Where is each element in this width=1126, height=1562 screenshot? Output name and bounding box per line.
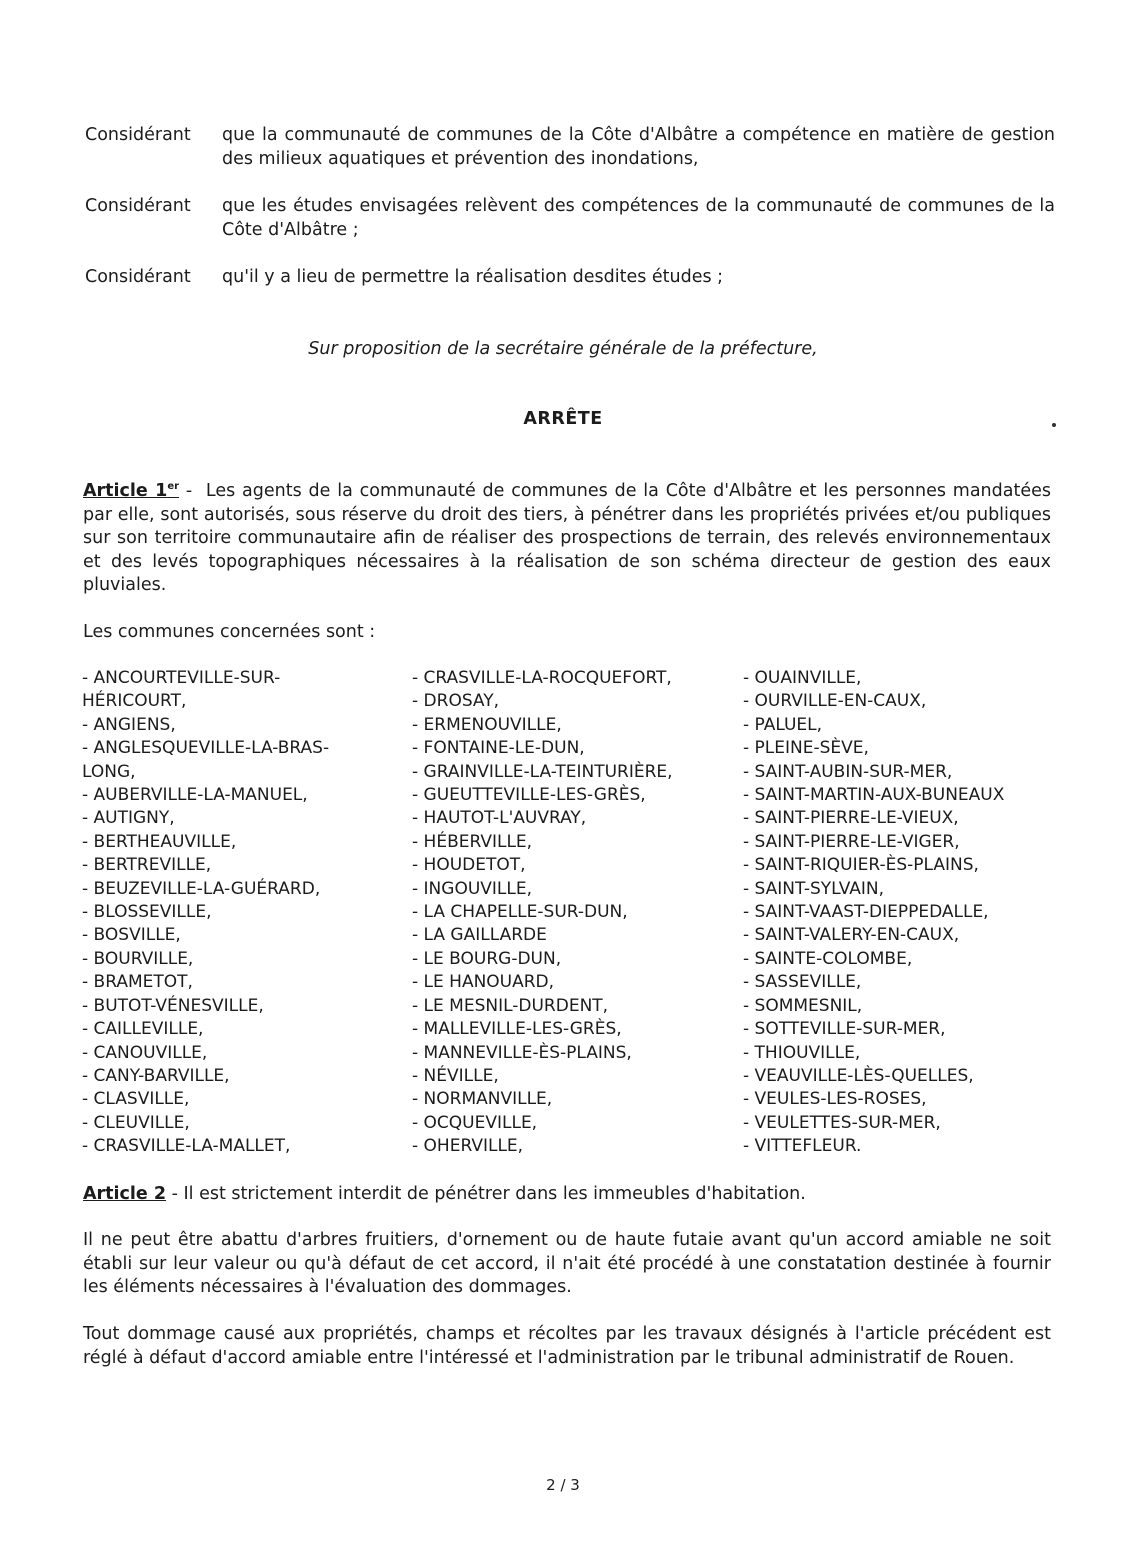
- commune-item: - BLOSSEVILLE,: [82, 902, 212, 923]
- commune-item: - LA CHAPELLE-SUR-DUN,: [412, 902, 628, 923]
- commune-item: - SOMMESNIL,: [743, 995, 863, 1016]
- considerant-lead: Considérant: [85, 196, 191, 216]
- considerant-lead: Considérant: [85, 267, 191, 287]
- commune-item: - GUEUTTEVILLE-LES-GRÈS,: [412, 785, 646, 806]
- commune-item: - BERTREVILLE,: [82, 855, 212, 876]
- commune-item: - SAINT-PIERRE-LE-VIEUX,: [743, 808, 959, 829]
- commune-item: - LE HANOUARD,: [412, 972, 555, 993]
- article-1-label-text: Article 1: [83, 481, 168, 501]
- commune-item: - HAUTOT-L'AUVRAY,: [412, 808, 587, 829]
- commune-item: - HOUDETOT,: [412, 855, 526, 876]
- commune-item: - CANOUVILLE,: [82, 1042, 208, 1063]
- commune-item: - BEUZEVILLE-LA-GUÉRARD,: [82, 878, 321, 899]
- communes-column-3: [743, 667, 1073, 1159]
- commune-item: - CRASVILLE-LA-ROCQUEFORT,: [412, 668, 672, 688]
- commune-item: - AUTIGNY,: [82, 808, 175, 829]
- commune-item: - NORMANVILLE,: [412, 1089, 553, 1110]
- commune-item: - BUTOT-VÉNESVILLE,: [82, 995, 264, 1016]
- commune-item: - SAINTE-COLOMBE,: [743, 948, 913, 969]
- commune-item: - SOTTEVILLE-SUR-MER,: [743, 1019, 946, 1040]
- commune-item: - INGOUVILLE,: [412, 878, 532, 899]
- commune-item: LONG,: [82, 761, 136, 782]
- considerant-lead: Considérant: [85, 125, 191, 145]
- article-1-label: [83, 481, 179, 501]
- commune-item: - BERTHEAUVILLE,: [82, 831, 237, 852]
- considerant-competence-etudes: [85, 195, 1055, 242]
- commune-item: - ANCOURTEVILLE-SUR-: [82, 668, 281, 688]
- commune-item: - SASSEVILLE,: [743, 972, 862, 993]
- communes-column-2: [412, 667, 722, 1159]
- article-1-text: Les agents de la communauté de communes de la Côte d'Albâtre et les personnes mandatées par elle, sont autorisés, sous réserve du droit des tiers, à pénétrer dans les propriétés privées et/ou publiques sur son territoire communautaire afin de réaliser des prospections de terrain, des relevés environnementaux et des levés topographiques nécessaires à la réalisation de son schéma directeur de gestion des eaux pluviales.: [83, 481, 1051, 595]
- proposition-line: Sur proposition de la secrétaire générale de la préfecture,: [308, 339, 818, 359]
- commune-item: - MALLEVILLE-LES-GRÈS,: [412, 1019, 622, 1040]
- commune-item: - PLEINE-SÈVE,: [743, 738, 869, 759]
- commune-item: - CLASVILLE,: [82, 1089, 190, 1110]
- dommage-paragraph: Tout dommage causé aux propriétés, champs et récoltes par les travaux désignés à l'article précédent est réglé à défaut d'accord amiable entre l'intéressé et l'administration par le tribunal administratif de Rouen.: [83, 1324, 1051, 1368]
- commune-item: - BRAMETOT,: [82, 972, 193, 993]
- commune-item: - BOURVILLE,: [82, 948, 194, 969]
- commune-item: - LE MESNIL-DURDENT,: [412, 995, 609, 1016]
- commune-item: HÉRICOURT,: [82, 691, 187, 712]
- considerant-text: que la communauté de communes de la Côte d'Albâtre a compétence en matière de gestion des milieux aquatiques et prévention des inondations,: [222, 125, 1055, 169]
- commune-item: - PALUEL,: [743, 714, 823, 735]
- article-1-label-sup: er: [167, 481, 180, 493]
- article-2-label: Article 2: [83, 1184, 167, 1204]
- arbres-paragraph: Il ne peut être abattu d'arbres fruitiers, d'ornement ou de haute futaie avant qu'un accord amiable ne soit établi sur leur valeur ou qu'à défaut de cet accord, il n'ait été procédé à une constatation destinée à fournir les éléments nécessaires à l'évaluation des dommages.: [83, 1230, 1051, 1297]
- commune-item: - MANNEVILLE-ÈS-PLAINS,: [412, 1042, 632, 1063]
- page-number: 2 / 3: [546, 1476, 580, 1494]
- commune-item: - ERMENOUVILLE,: [412, 714, 562, 735]
- communes-column-1: [82, 667, 372, 1159]
- article-1-paragraph: Article 1er - Les agents de la communauté de communes de la Côte d'Albâtre et les personnes mandatées par elle, sont autorisés, sous réserve du droit des tiers, à pénétrer dans les propriétés privées et/ou publiques sur son territoire communautaire afin de réaliser des prospections de terrain, des relevés environnementaux et des levés topographiques nécessaires à la réalisation de son schéma directeur de gestion des eaux pluviales.: [83, 481, 1051, 595]
- commune-item: - LE BOURG-DUN,: [412, 948, 562, 969]
- scan-speck: [1052, 423, 1056, 427]
- arrete-heading: ARRÊTE: [523, 409, 603, 429]
- commune-item: - SAINT-SYLVAIN,: [743, 878, 885, 899]
- commune-item: - LA GAILLARDE: [412, 925, 547, 946]
- commune-item: - OURVILLE-EN-CAUX,: [743, 691, 927, 712]
- commune-item: - DROSAY,: [412, 691, 500, 712]
- commune-item: - OHERVILLE,: [412, 1136, 524, 1157]
- commune-item: - VEULETTES-SUR-MER,: [743, 1112, 941, 1133]
- commune-item: - BOSVILLE,: [82, 925, 181, 946]
- commune-item: - ANGLESQUEVILLE-LA-BRAS-: [82, 738, 330, 759]
- commune-item: - HÉBERVILLE,: [412, 831, 533, 852]
- considerant-realisation-etudes: [85, 266, 1055, 290]
- considerant-text: qu'il y a lieu de permettre la réalisation desdites études ;: [222, 267, 724, 287]
- commune-item: - SAINT-PIERRE-LE-VIGER,: [743, 831, 960, 852]
- commune-item: - CLEUVILLE,: [82, 1112, 190, 1133]
- commune-item: - SAINT-VAAST-DIEPPEDALLE,: [743, 902, 989, 923]
- commune-item: - OUAINVILLE,: [743, 668, 862, 688]
- commune-item: - AUBERVILLE-LA-MANUEL,: [82, 785, 308, 806]
- commune-item: - CANY-BARVILLE,: [82, 1065, 230, 1086]
- article-2-text: - Il est strictement interdit de pénétrer dans les immeubles d'habitation.: [171, 1184, 806, 1204]
- commune-item: - SAINT-AUBIN-SUR-MER,: [743, 761, 953, 782]
- commune-item: - NÉVILLE,: [412, 1065, 499, 1086]
- commune-item: - CAILLEVILLE,: [82, 1019, 204, 1040]
- communes-intro: Les communes concernées sont :: [83, 622, 376, 642]
- commune-item: - THIOUVILLE,: [743, 1042, 861, 1063]
- considerant-text: que les études envisagées relèvent des compétences de la communauté de communes de la Côte d'Albâtre ;: [222, 196, 1055, 240]
- commune-item: - VEULES-LES-ROSES,: [743, 1089, 927, 1110]
- commune-item: - OCQUEVILLE,: [412, 1112, 538, 1133]
- commune-item: - VEAUVILLE-LÈS-QUELLES,: [743, 1065, 974, 1086]
- commune-item: - VITTEFLEUR.: [743, 1136, 862, 1157]
- commune-item: - FONTAINE-LE-DUN,: [412, 738, 585, 759]
- commune-item: - GRAINVILLE-LA-TEINTURIÈRE,: [412, 761, 673, 782]
- commune-item: - SAINT-MARTIN-AUX-BUNEAUX: [743, 785, 1005, 806]
- commune-item: - SAINT-VALERY-EN-CAUX,: [743, 925, 960, 946]
- article-2-paragraph: [83, 1183, 1051, 1207]
- commune-item: - ANGIENS,: [82, 714, 176, 735]
- considerant-competence-gemapi: [85, 124, 1055, 171]
- commune-item: - SAINT-RIQUIER-ÈS-PLAINS,: [743, 855, 979, 876]
- commune-item: - CRASVILLE-LA-MALLET,: [82, 1136, 291, 1157]
